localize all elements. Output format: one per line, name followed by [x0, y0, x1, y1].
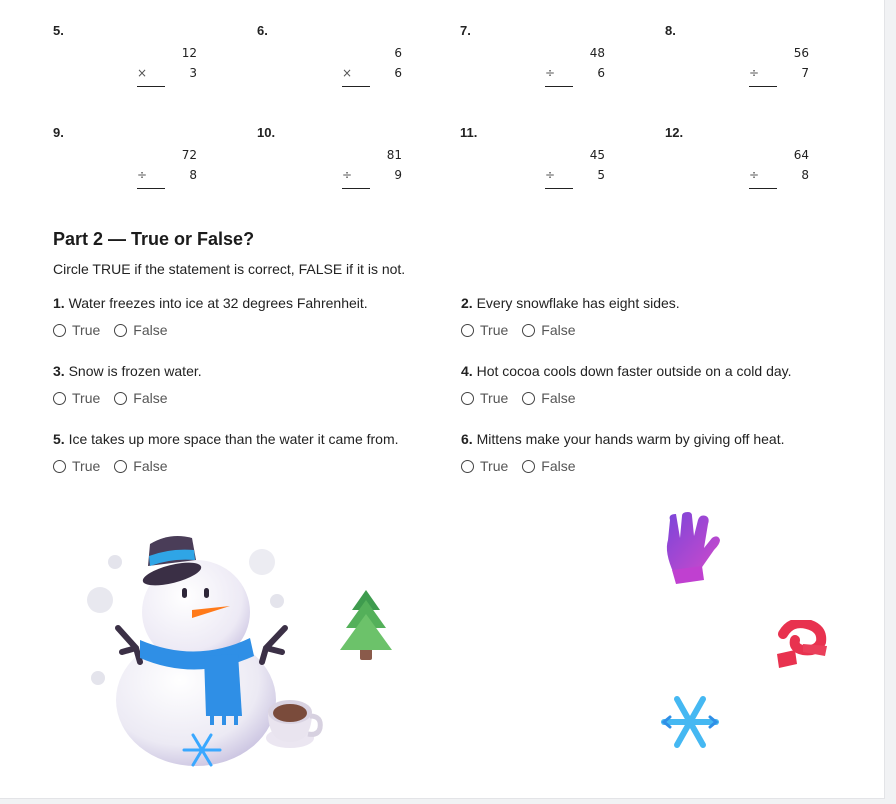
- radio-icon[interactable]: [114, 324, 127, 337]
- operand-bottom: 9: [394, 168, 402, 182]
- problem-number: 12.: [665, 125, 684, 140]
- true-label: True: [72, 458, 101, 474]
- problem-10: [342, 148, 402, 192]
- mitten-icon: [652, 512, 722, 586]
- question-statement: [53, 363, 453, 379]
- scarf-icon: [773, 620, 829, 672]
- false-option[interactable]: [522, 390, 575, 406]
- answer-line: [137, 86, 165, 87]
- false-option[interactable]: [114, 390, 167, 406]
- question-number: 4.: [461, 363, 473, 379]
- snowflake-icon: [660, 693, 720, 751]
- answer-options: [53, 390, 453, 406]
- question-statement: [53, 295, 453, 311]
- tf-question-5: [53, 431, 453, 474]
- problem-9: [137, 148, 197, 192]
- answer-options: [461, 458, 861, 474]
- true-label: True: [72, 322, 101, 338]
- operand-top: 48: [589, 46, 605, 60]
- true-option[interactable]: [53, 322, 100, 338]
- problem-number: 9.: [53, 125, 64, 140]
- true-label: True: [72, 390, 101, 406]
- operator: ×: [137, 66, 148, 80]
- tf-question-6: [461, 431, 861, 474]
- false-label: False: [541, 390, 576, 406]
- tree-icon: [338, 588, 394, 664]
- radio-icon[interactable]: [114, 460, 127, 473]
- radio-icon[interactable]: [53, 324, 66, 337]
- problem-number: 7.: [460, 23, 471, 38]
- true-option[interactable]: [461, 390, 508, 406]
- false-label: False: [541, 322, 576, 338]
- operand-top: 72: [181, 148, 197, 162]
- question-text: Every snowflake has eight sides.: [476, 295, 680, 311]
- operator: ÷: [545, 66, 556, 80]
- radio-icon[interactable]: [461, 460, 474, 473]
- question-text: Water freezes into ice at 32 degrees Fahrenheit.: [68, 295, 368, 311]
- true-option[interactable]: [461, 322, 508, 338]
- operator: ÷: [545, 168, 556, 182]
- false-label: False: [133, 458, 168, 474]
- operand-top: 45: [589, 148, 605, 162]
- radio-icon[interactable]: [461, 392, 474, 405]
- operand-bottom: 8: [189, 168, 197, 182]
- problem-number: 11.: [460, 125, 478, 140]
- answer-options: [461, 390, 861, 406]
- true-option[interactable]: [53, 390, 100, 406]
- radio-icon[interactable]: [114, 392, 127, 405]
- true-label: True: [480, 322, 509, 338]
- answer-options: [53, 458, 453, 474]
- problem-number: 10.: [257, 125, 276, 140]
- operand-bottom: 6: [597, 66, 605, 80]
- false-option[interactable]: [522, 458, 575, 474]
- operator: ÷: [137, 168, 148, 182]
- answer-line: [545, 86, 573, 87]
- problem-number: 5.: [53, 23, 64, 38]
- question-text: Hot cocoa cools down faster outside on a cold day.: [476, 363, 792, 379]
- radio-icon[interactable]: [461, 324, 474, 337]
- problem-number: 6.: [257, 23, 268, 38]
- answer-line: [749, 188, 777, 189]
- question-text: Ice takes up more space than the water it came from.: [68, 431, 399, 447]
- answer-line: [137, 188, 165, 189]
- question-statement: [461, 431, 861, 447]
- problem-number: 8.: [665, 23, 676, 38]
- question-number: 2.: [461, 295, 473, 311]
- tf-question-1: [53, 295, 453, 338]
- question-number: 6.: [461, 431, 473, 447]
- radio-icon[interactable]: [522, 392, 535, 405]
- problem-11: [545, 148, 605, 192]
- operand-top: 64: [793, 148, 809, 162]
- problem-7: [545, 46, 605, 90]
- true-label: True: [480, 390, 509, 406]
- true-label: True: [480, 458, 509, 474]
- question-statement: [461, 363, 861, 379]
- operand-top: 81: [386, 148, 402, 162]
- radio-icon[interactable]: [522, 324, 535, 337]
- answer-line: [342, 86, 370, 87]
- false-option[interactable]: [114, 322, 167, 338]
- problem-8: [749, 46, 809, 90]
- answer-line: [545, 188, 573, 189]
- operator: ÷: [342, 168, 353, 182]
- tf-question-3: [53, 363, 453, 406]
- true-option[interactable]: [53, 458, 100, 474]
- operand-top: 56: [793, 46, 809, 60]
- cocoa-mug-icon: [262, 690, 324, 752]
- question-number: 5.: [53, 431, 65, 447]
- operand-top: 6: [394, 46, 402, 60]
- radio-icon[interactable]: [53, 392, 66, 405]
- answer-line: [342, 188, 370, 189]
- answer-options: [461, 322, 861, 338]
- part-2-heading: Part 2 — True or False?: [53, 229, 255, 249]
- operand-bottom: 6: [394, 66, 402, 80]
- operand-bottom: 3: [189, 66, 197, 80]
- tf-question-4: [461, 363, 861, 406]
- question-number: 3.: [53, 363, 65, 379]
- operand-bottom: 7: [801, 66, 809, 80]
- problem-6: [342, 46, 402, 90]
- part-2-instructions: Circle TRUE if the statement is correct, FALSE if it is not.: [53, 261, 406, 277]
- false-label: False: [133, 390, 168, 406]
- problem-5: [137, 46, 197, 90]
- question-text: Mittens make your hands warm by giving off heat.: [476, 431, 785, 447]
- false-option[interactable]: [522, 322, 575, 338]
- question-statement: [461, 295, 861, 311]
- radio-icon[interactable]: [522, 460, 535, 473]
- operator: ÷: [749, 168, 760, 182]
- problem-12: [749, 148, 809, 192]
- answer-line: [749, 86, 777, 87]
- operator: ÷: [749, 66, 760, 80]
- true-option[interactable]: [461, 458, 508, 474]
- operand-bottom: 8: [801, 168, 809, 182]
- operand-top: 12: [181, 46, 197, 60]
- question-number: 1.: [53, 295, 65, 311]
- question-statement: [53, 431, 453, 447]
- question-text: Snow is frozen water.: [68, 363, 202, 379]
- false-label: False: [133, 322, 168, 338]
- false-option[interactable]: [114, 458, 167, 474]
- false-label: False: [541, 458, 576, 474]
- radio-icon[interactable]: [53, 460, 66, 473]
- operator: ×: [342, 66, 353, 80]
- operand-bottom: 5: [597, 168, 605, 182]
- tf-question-2: [461, 295, 861, 338]
- answer-options: [53, 322, 453, 338]
